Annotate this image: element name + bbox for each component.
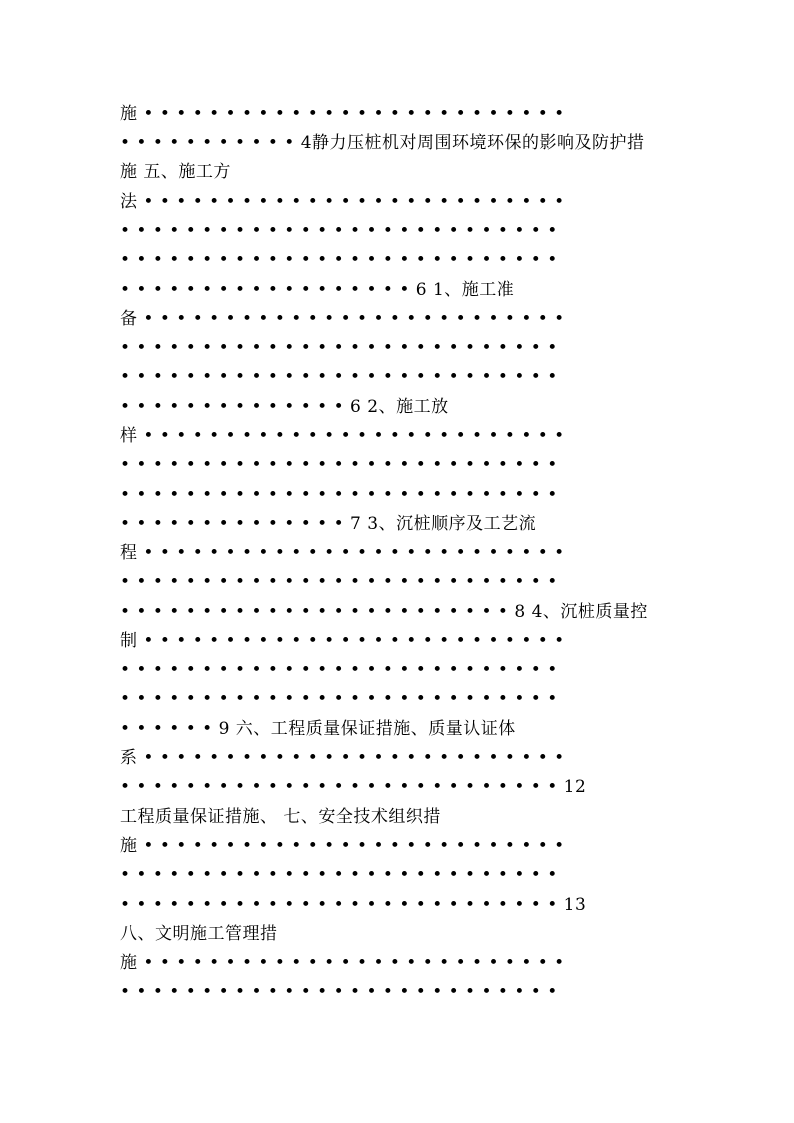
toc-line: 制 • • • • • • • • • • • • • • • • • • • • • • • • • • [120, 631, 565, 651]
toc-line: • • • • • • 9 六、工程质量保证措施、质量认证体 [120, 719, 516, 739]
toc-line: 法 • • • • • • • • • • • • • • • • • • • • • • • • • • [120, 192, 565, 212]
toc-line: 八、文明施工管理措 [120, 924, 278, 944]
toc-line: • • • • • • • • • • • • • • • • • • • • • • • • • • • [120, 367, 558, 387]
toc-line: • • • • • • • • • • • • • • • • • • • • • • • • • • • [120, 250, 558, 270]
toc-line: 程 • • • • • • • • • • • • • • • • • • • • • • • • • • [120, 543, 565, 563]
toc-line: • • • • • • • • • • • • • • • • • • • • • • • • • • • [120, 485, 558, 505]
toc-line: • • • • • • • • • • • • • • 6 2、施工放 [120, 397, 449, 417]
toc-line: • • • • • • • • • • • • • • • • • • • • • • • • 8 4、沉桩质量控 [120, 602, 648, 622]
toc-line: 系 • • • • • • • • • • • • • • • • • • • • • • • • • • [120, 748, 565, 768]
toc-line: • • • • • • • • • • • • • • • • • • • • • • • • • • • [120, 221, 558, 241]
toc-line: • • • • • • • • • • • • • • 7 3、沉桩顺序及工艺流 [120, 514, 537, 534]
toc-line: 施 五、施工方 [120, 162, 231, 182]
toc-line: • • • • • • • • • • • • • • • • • • • • • • • • • • • [120, 982, 558, 1002]
toc-line: • • • • • • • • • • • • • • • • • • • • • • • • • • • [120, 689, 558, 709]
toc-line: • • • • • • • • • • • • • • • • • • • • • • • • • • • [120, 572, 558, 592]
toc-line: • • • • • • • • • • • • • • • • • • • • • • • • • • • 12 [120, 777, 587, 797]
toc-line: • • • • • • • • • • • • • • • • • • 6 1、施工准 [120, 280, 515, 300]
toc-line: • • • • • • • • • • • • • • • • • • • • • • • • • • • [120, 455, 558, 475]
toc-line: • • • • • • • • • • • • • • • • • • • • • • • • • • • 13 [120, 895, 587, 915]
toc-line: • • • • • • • • • • • • • • • • • • • • • • • • • • • [120, 338, 558, 358]
toc-line: 备 • • • • • • • • • • • • • • • • • • • • • • • • • • [120, 309, 565, 329]
toc-line: 施 • • • • • • • • • • • • • • • • • • • • • • • • • • [120, 953, 565, 973]
toc-line: • • • • • • • • • • • • • • • • • • • • • • • • • • • [120, 865, 558, 885]
toc-line: 工程质量保证措施、 七、安全技术组织措 [120, 807, 441, 827]
toc-line: 施 • • • • • • • • • • • • • • • • • • • • • • • • • • [120, 836, 565, 856]
toc-line: • • • • • • • • • • • 4静力压桩机对周围环境环保的影响及防护措 [120, 133, 645, 153]
toc-line: 样 • • • • • • • • • • • • • • • • • • • • • • • • • • [120, 426, 565, 446]
toc-line: 施 • • • • • • • • • • • • • • • • • • • • • • • • • • [120, 104, 565, 124]
toc-line: • • • • • • • • • • • • • • • • • • • • • • • • • • • [120, 660, 558, 680]
